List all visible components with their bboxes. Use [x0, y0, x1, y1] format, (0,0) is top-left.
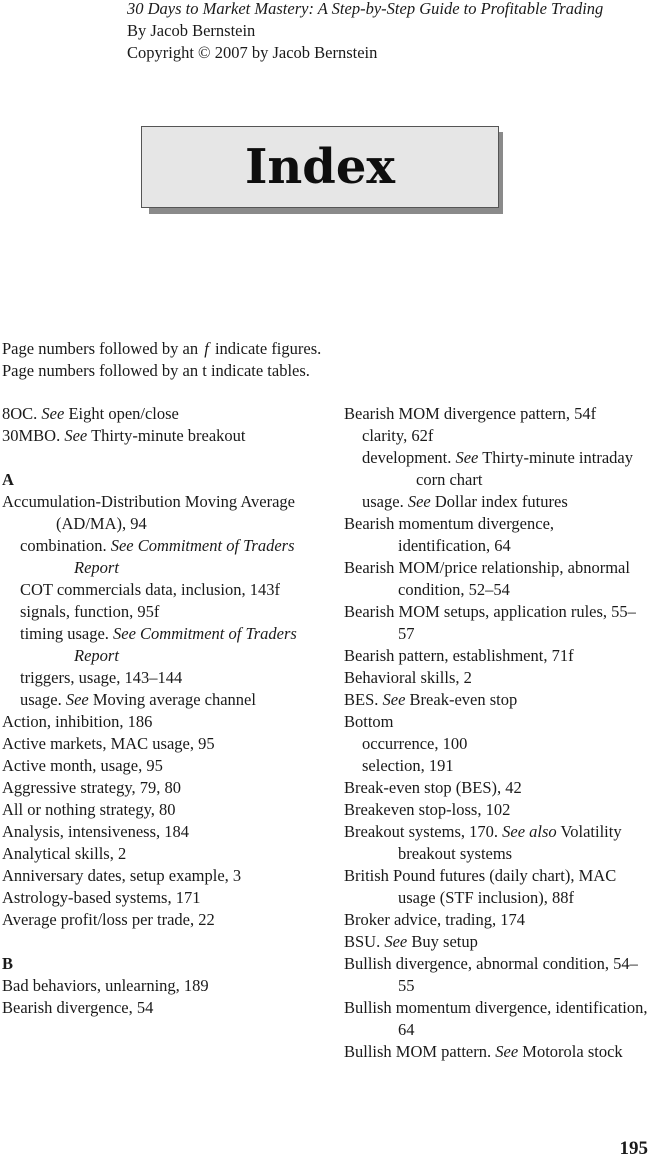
index-entry: [2, 403, 332, 425]
entry-text: Breakout systems, 170.: [344, 822, 503, 841]
entry-text: Break-even stop (BES), 42: [344, 778, 522, 797]
index-entry: [344, 667, 649, 689]
index-entry: [344, 557, 649, 601]
index-entry: [2, 887, 332, 909]
entry-text: Bearish MOM divergence pattern, 54f: [344, 404, 597, 423]
entry-text: Average profit/loss per trade, 22: [2, 910, 215, 929]
entry-text: Bullish MOM pattern.: [344, 1042, 496, 1061]
entry-text: Motorola stock: [518, 1042, 623, 1061]
index-subentry: [344, 447, 649, 491]
see-reference: See: [64, 426, 88, 445]
entry-text: BES.: [344, 690, 383, 709]
entry-text: Thirty-minute intraday corn chart: [416, 448, 633, 489]
book-copyright: Copyright © 2007 by Jacob Bernstein: [127, 43, 378, 62]
index-entry: [344, 799, 649, 821]
index-entry: [2, 711, 332, 733]
index-entry: [344, 997, 649, 1041]
index-entry: [2, 821, 332, 843]
entry-text: Active markets, MAC usage, 95: [2, 734, 215, 753]
index-subentry: [344, 733, 649, 755]
index-subentry: [2, 535, 332, 579]
entry-text: occurrence, 100: [362, 734, 468, 753]
index-entry: [2, 843, 332, 865]
index-entry: [344, 1041, 649, 1063]
note-figures-after: indicate figures.: [214, 339, 322, 358]
index-section-letter: A: [2, 470, 14, 489]
entry-text: combination.: [20, 536, 111, 555]
entry-text: selection, 191: [362, 756, 454, 775]
entry-text: Bearish pattern, establishment, 71f: [344, 646, 574, 665]
index-subentry: [2, 579, 332, 601]
index-subentry: [2, 601, 332, 623]
index-subentry: [2, 689, 332, 711]
entry-text: Bearish MOM/price relationship, abnormal condition, 52–54: [344, 558, 630, 599]
entry-text: clarity, 62f: [362, 426, 434, 445]
index-entry: [344, 865, 649, 909]
index-entry: [2, 975, 332, 997]
see-reference: See Commitment of Traders Report: [74, 624, 297, 665]
index-entry: [2, 997, 332, 1019]
entry-text: COT commercials data, inclusion, 143f: [20, 580, 280, 599]
note-tables: Page numbers followed by an t indicate tables.: [2, 361, 310, 380]
entry-text: Bearish momentum divergence, identification, 64: [344, 514, 555, 555]
entry-text: Action, inhibition, 186: [2, 712, 153, 731]
index-entry: [344, 821, 649, 865]
entry-text: Analysis, intensiveness, 184: [2, 822, 189, 841]
see-reference: See also: [502, 822, 557, 841]
index-notes: [2, 338, 321, 382]
entry-text: Active month, usage, 95: [2, 756, 163, 775]
index-subentry: [2, 623, 332, 667]
entry-text: Behavioral skills, 2: [344, 668, 472, 687]
index-entry: [344, 513, 649, 557]
see-reference: See: [65, 690, 89, 709]
entry-text: timing usage.: [20, 624, 114, 643]
see-reference: See: [41, 404, 65, 423]
entry-text: Moving average channel: [88, 690, 256, 709]
index-column-right: [344, 403, 649, 1063]
note-figures-before: Page numbers followed by an: [2, 339, 199, 358]
entry-text: 30MBO.: [2, 426, 65, 445]
entry-text: British Pound futures (daily chart), MAC usage (STF inclusion), 88f: [344, 866, 617, 907]
see-reference: See: [384, 932, 408, 951]
entry-text: Breakeven stop-loss, 102: [344, 800, 511, 819]
index-section-letter: B: [2, 954, 14, 973]
entry-text: Buy setup: [407, 932, 478, 951]
index-entry: [344, 953, 649, 997]
entry-text: Break-even stop: [405, 690, 518, 709]
index-box: [141, 126, 499, 208]
index-entry: [2, 777, 332, 799]
entry-text: Eight open/close: [64, 404, 179, 423]
entry-text: Broker advice, trading, 174: [344, 910, 525, 929]
entry-text: BSU.: [344, 932, 385, 951]
index-column-left: [2, 403, 332, 1019]
index-entry: [344, 777, 649, 799]
entry-text: development.: [362, 448, 456, 467]
index-subentry: [344, 425, 649, 447]
index-entry: [344, 909, 649, 931]
entry-text: 8OC.: [2, 404, 42, 423]
entry-text: Volatility breakout systems: [398, 822, 622, 863]
book-title: 30 Days to Market Mastery: A Step-by-Step Guide to Profitable Trading: [127, 0, 604, 18]
entry-text: triggers, usage, 143–144: [20, 668, 183, 687]
see-reference: See: [407, 492, 431, 511]
entry-text: Astrology-based systems, 171: [2, 888, 201, 907]
entry-text: Bottom: [344, 712, 394, 731]
index-entry: [344, 403, 649, 425]
entry-text: Bearish MOM setups, application rules, 55–57: [344, 602, 636, 643]
entry-text: Accumulation-Distribution Moving Average (AD/MA), 94: [2, 492, 295, 533]
entry-text: Anniversary dates, setup example, 3: [2, 866, 242, 885]
index-entry: [344, 711, 649, 733]
index-heading: Index: [244, 139, 396, 195]
entry-text: Bullish momentum divergence, identification, 64: [344, 998, 648, 1039]
index-entry: [2, 491, 332, 535]
index-entry: [2, 909, 332, 931]
entry-text: Analytical skills, 2: [2, 844, 127, 863]
entry-text: Bearish divergence, 54: [2, 998, 154, 1017]
note-figures: [2, 338, 321, 360]
index-entry: [344, 931, 649, 953]
index-entry: [2, 425, 332, 447]
entry-text: signals, function, 95f: [20, 602, 160, 621]
see-reference: See Commitment of Traders Report: [74, 536, 295, 577]
index-subentry: [344, 491, 649, 513]
see-reference: See: [495, 1042, 519, 1061]
entry-text: Dollar index futures: [430, 492, 568, 511]
index-entry: [2, 865, 332, 887]
note-figures-letter: f: [204, 339, 209, 358]
index-subentry: [344, 755, 649, 777]
entry-text: usage.: [20, 690, 66, 709]
index-subentry: [2, 667, 332, 689]
see-reference: See: [382, 690, 406, 709]
index-entry: [2, 733, 332, 755]
book-author: By Jacob Bernstein: [127, 21, 256, 40]
see-reference: See: [455, 448, 479, 467]
entry-text: All or nothing strategy, 80: [2, 800, 176, 819]
index-entry: [344, 645, 649, 667]
entry-text: Thirty-minute breakout: [87, 426, 246, 445]
entry-text: Aggressive strategy, 79, 80: [2, 778, 182, 797]
entry-text: Bullish divergence, abnormal condition, 54–55: [344, 954, 638, 995]
entry-text: usage.: [362, 492, 408, 511]
entry-text: Bad behaviors, unlearning, 189: [2, 976, 209, 995]
running-header: [127, 0, 603, 64]
index-entry: [2, 755, 332, 777]
index-entry: [344, 601, 649, 645]
index-entry: [2, 799, 332, 821]
page-number: 195: [619, 1138, 648, 1159]
index-entry: [344, 689, 649, 711]
